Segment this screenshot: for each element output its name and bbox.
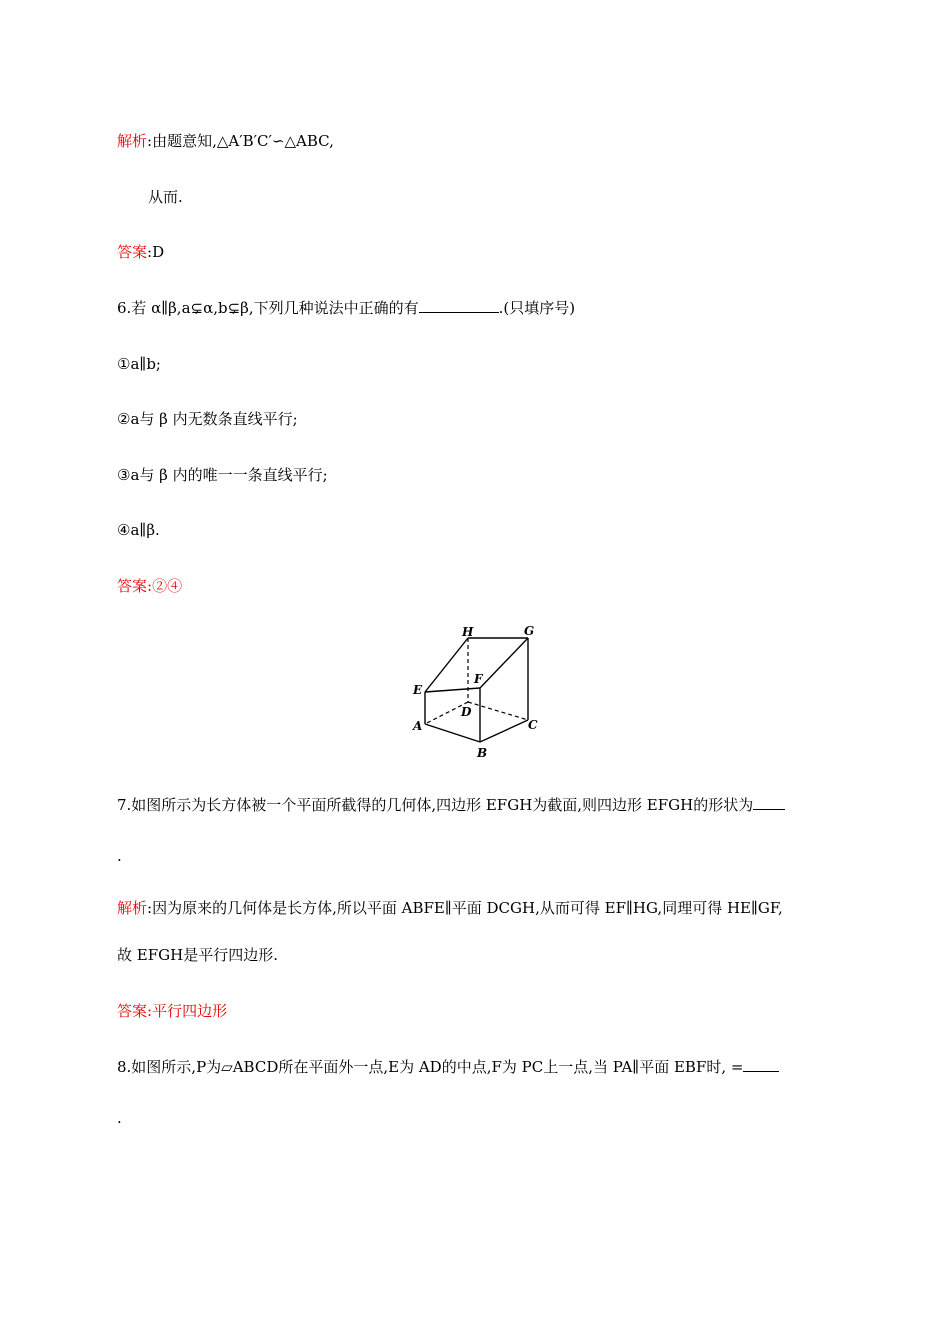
q6-answer-blank (419, 298, 499, 313)
q6-answer-text: :②④ (147, 577, 183, 595)
label-H: H (462, 625, 474, 639)
label-G: G (524, 624, 535, 638)
q5-answer-text: :D (147, 243, 165, 261)
q6-stem (117, 298, 575, 318)
q8-stem-text: 8.如图所示,P为▱ABCD所在平面外一点,E为 AD的中点,F为 PC上一点,当 PA∥平面 EBF时, = (117, 1058, 744, 1076)
q7-analysis-line-2: 故 EFGH是平行四边形. (117, 946, 278, 964)
q7-analysis-line (117, 898, 783, 918)
truncated-cuboid-figure (400, 624, 550, 760)
q7-answer-line (117, 1001, 227, 1021)
q6-option-3: ③a与 β 内的唯一一条直线平行; (117, 466, 328, 484)
q6-option-2: ②a与 β 内无数条直线平行; (117, 410, 298, 428)
q7-stem-end: . (117, 847, 122, 865)
label-C: C (528, 718, 538, 732)
label-A: A (413, 719, 423, 733)
q5-analysis-line (117, 131, 334, 151)
q8-stem (117, 1057, 779, 1077)
q7-analysis-text: :因为原来的几何体是长方体,所以平面 ABFE∥平面 DCGH,从而可得 EF∥HG,同理可得 HE∥GF, (147, 899, 783, 917)
q5-answer-label: 答案 (117, 243, 148, 261)
q7-stem-text: 7.如图所示为长方体被一个平面所截得的几何体,四边形 EFGH为截面,则四边形 EFGH的形状为 (117, 796, 754, 814)
q7-answer-text: :平行四边形 (147, 1002, 228, 1020)
q5-analysis-text: :由题意知,△A′B′C′∽△ABC, (147, 132, 334, 150)
edge-EF (425, 688, 480, 692)
q6-answer-line (117, 576, 182, 596)
q7-answer-blank (753, 795, 785, 810)
q8-stem-end: . (117, 1109, 122, 1127)
edge-AB (425, 724, 480, 742)
label-F: F (474, 672, 483, 686)
q8-answer-blank (743, 1057, 779, 1072)
q7-analysis-label: 解析 (117, 899, 148, 917)
q6-option-1: ①a∥b; (117, 355, 161, 373)
q6-option-4: ④a∥β. (117, 521, 160, 539)
label-D: D (461, 705, 472, 719)
q6-stem-before: 6.若 α∥β,a⊊α,b⊊β,下列几种说法中正确的有 (117, 299, 419, 317)
edge-EH (425, 638, 468, 692)
label-E: E (413, 683, 423, 697)
edge-GF (480, 638, 528, 688)
q7-stem (117, 795, 785, 815)
edge-BC (480, 720, 528, 742)
q7-answer-label: 答案 (117, 1002, 148, 1020)
q5-answer-line (117, 242, 164, 262)
label-B: B (477, 746, 488, 760)
hidden-edge-DC (468, 702, 528, 720)
q5-analysis-label: 解析 (117, 132, 148, 150)
q6-stem-after: .(只填序号) (498, 299, 576, 317)
q6-answer-label: 答案 (117, 577, 148, 595)
q5-from-text: 从而. (148, 188, 183, 206)
